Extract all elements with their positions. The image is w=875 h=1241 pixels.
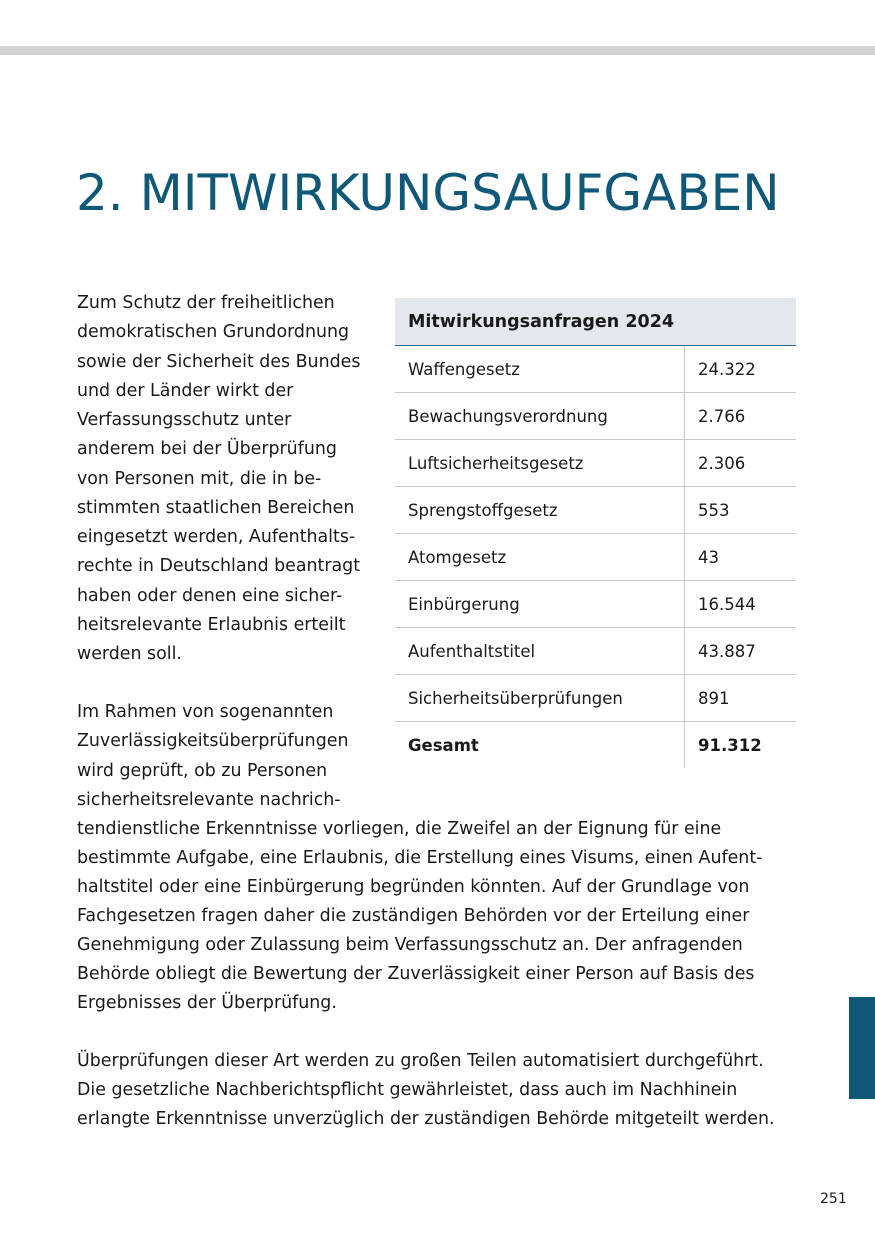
text-line: bestimmte Aufgabe, eine Erlaubnis, die Erstellung eines Visums, einen Aufent- xyxy=(77,848,763,868)
text-line: von Personen mit, die in be- xyxy=(77,469,322,489)
table-header: Mitwirkungsanfragen 2024 xyxy=(395,298,796,346)
row-value: 553 xyxy=(685,487,797,534)
text-line: Überprüfungen dieser Art werden zu großen Teilen automatisiert durchgeführt. xyxy=(77,1051,764,1071)
table-row xyxy=(395,581,796,628)
text-line: sicherheitsrelevante nachrich- xyxy=(77,790,341,810)
chapter-marker-tab xyxy=(849,997,875,1099)
table-row xyxy=(395,346,796,393)
text-line: werden soll. xyxy=(77,644,182,664)
text-line: rechte in Deutschland beantragt xyxy=(77,556,361,576)
text-line: eingesetzt werden, Aufenthalts- xyxy=(77,527,356,547)
statistics-table xyxy=(395,298,796,768)
text-line: haltstitel oder eine Einbürgerung begründen könnten. Auf der Grundlage von xyxy=(77,877,750,897)
text-line: Verfassungsschutz unter xyxy=(77,410,292,430)
text-line: anderem bei der Überprüfung xyxy=(77,439,337,459)
table-total-row xyxy=(395,722,796,769)
row-value: 43.887 xyxy=(685,628,797,675)
row-label: Aufenthaltstitel xyxy=(395,628,685,675)
row-label: Luftsicherheitsgesetz xyxy=(395,440,685,487)
table-row xyxy=(395,393,796,440)
text-line: heitsrelevante Erlaubnis erteilt xyxy=(77,615,346,635)
table-row xyxy=(395,487,796,534)
total-label: Gesamt xyxy=(395,722,685,769)
table-row xyxy=(395,440,796,487)
text-line: Die gesetzliche Nachberichtspflicht gewährleistet, dass auch im Nachhinein xyxy=(77,1080,738,1100)
row-label: Sicherheitsüberprüfungen xyxy=(395,675,685,722)
row-label: Bewachungsverordnung xyxy=(395,393,685,440)
page-title: 2. MITWIRKUNGSAUFGABEN xyxy=(76,164,780,222)
table-header-row xyxy=(395,298,796,346)
row-value: 43 xyxy=(685,534,797,581)
row-label: Waffengesetz xyxy=(395,346,685,393)
top-decorative-bar xyxy=(0,46,875,55)
row-value: 24.322 xyxy=(685,346,797,393)
text-line: Im Rahmen von sogenannten xyxy=(77,702,334,722)
row-label: Einbürgerung xyxy=(395,581,685,628)
row-value: 2.306 xyxy=(685,440,797,487)
total-value: 91.312 xyxy=(685,722,797,769)
row-value: 16.544 xyxy=(685,581,797,628)
table-row xyxy=(395,675,796,722)
text-line: haben oder denen eine sicher- xyxy=(77,586,343,606)
text-line: Ergebnisses der Überprüfung. xyxy=(77,993,337,1013)
page-number: 251 xyxy=(820,1191,847,1207)
row-value: 891 xyxy=(685,675,797,722)
text-line: stimmten staatlichen Bereichen xyxy=(77,498,355,518)
text-line: erlangte Erkenntnisse unverzüglich der zuständigen Behörde mitgeteilt werden. xyxy=(77,1109,775,1129)
text-line: Zum Schutz der freiheitlichen xyxy=(77,293,335,313)
text-line: Zuverlässigkeitsüberprüfungen xyxy=(77,731,349,751)
text-line: wird geprüft, ob zu Personen xyxy=(77,761,328,781)
text-line: Behörde obliegt die Bewertung der Zuverlässigkeit einer Person auf Basis des xyxy=(77,964,755,984)
row-label: Atomgesetz xyxy=(395,534,685,581)
table-row xyxy=(395,628,796,675)
text-line: sowie der Sicherheit des Bundes xyxy=(77,352,361,372)
text-line: Fachgesetzen fragen daher die zuständigen Behörden vor der Erteilung einer xyxy=(77,906,750,926)
text-line: tendienstliche Erkenntnisse vorliegen, die Zweifel an der Eignung für eine xyxy=(77,819,722,839)
text-line: demokratischen Grundordnung xyxy=(77,322,350,342)
row-label: Sprengstoffgesetz xyxy=(395,487,685,534)
table-row xyxy=(395,534,796,581)
text-line: und der Länder wirkt der xyxy=(77,381,294,401)
row-value: 2.766 xyxy=(685,393,797,440)
text-line: Genehmigung oder Zulassung beim Verfassungsschutz an. Der anfragenden xyxy=(77,935,743,955)
